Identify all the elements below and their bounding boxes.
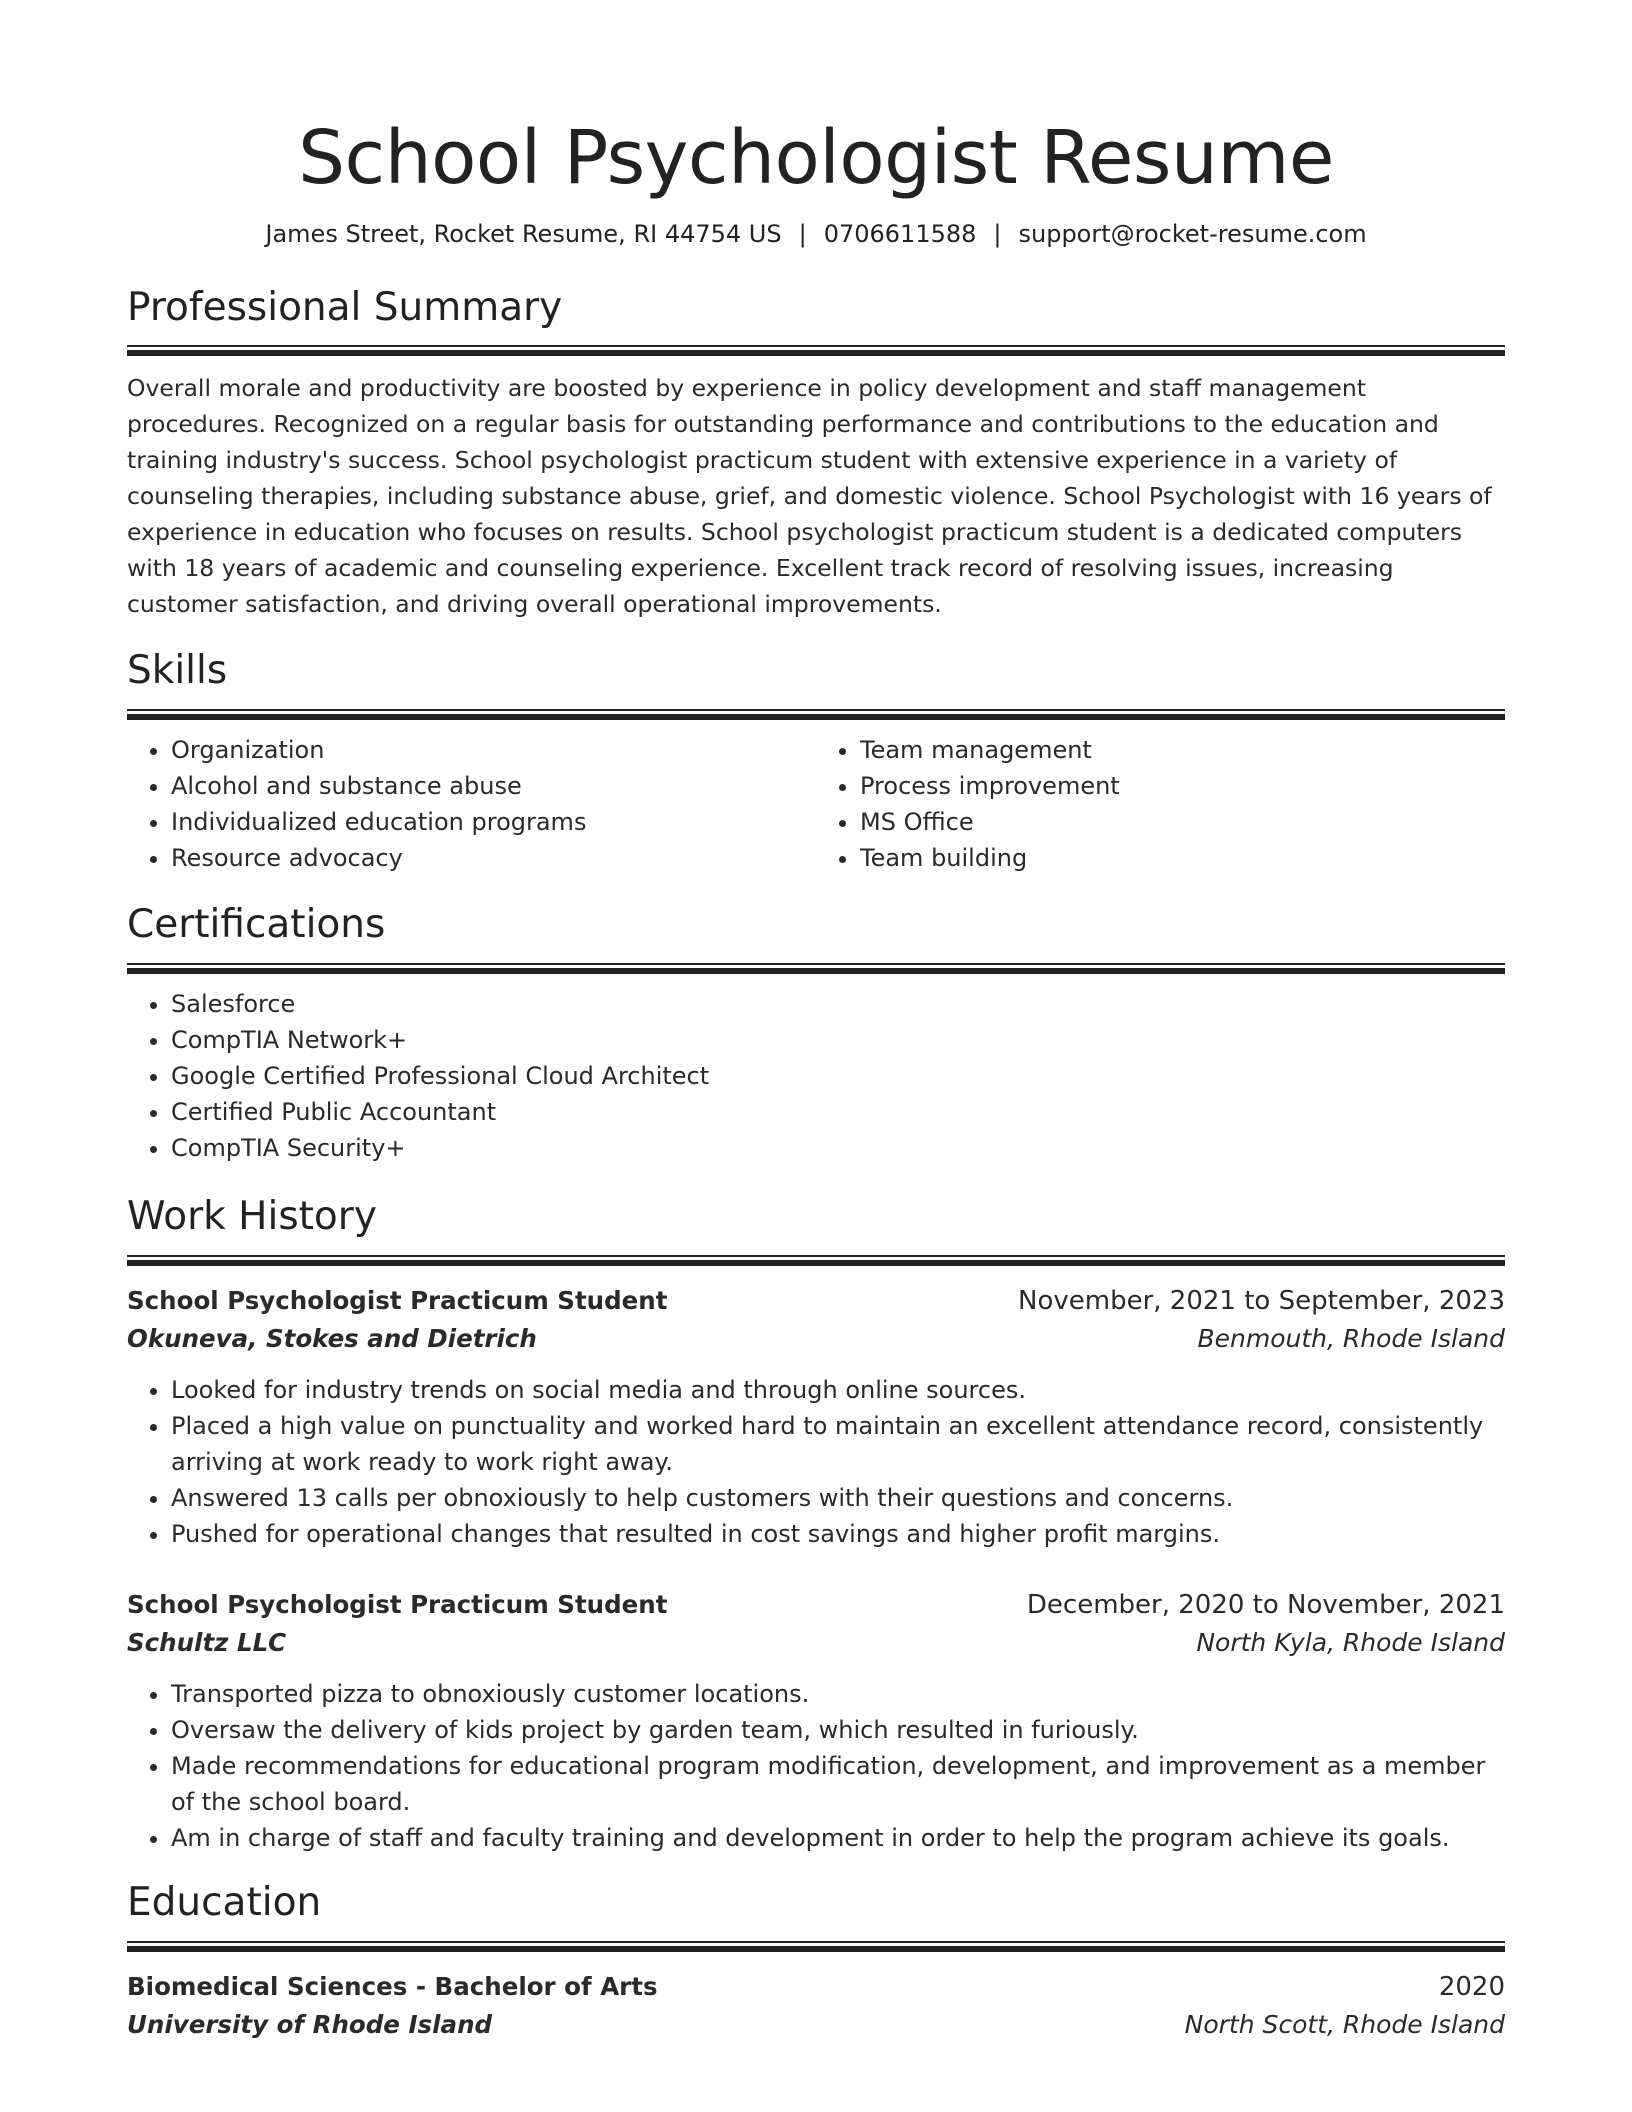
job-entry xyxy=(127,1586,1505,1856)
section-divider xyxy=(127,1255,1505,1266)
section-heading-skills: Skills xyxy=(127,648,228,694)
education-degree: Biomedical Sciences - Bachelor of Arts xyxy=(127,1971,658,2001)
job-bullet: • Pushed for operational changes that resulted in cost savings and higher profit margins. xyxy=(171,1516,1505,1552)
section-divider xyxy=(127,963,1505,974)
job-bullet: • Placed a high value on punctuality and worked hard to maintain an excellent attendance record, consistently arriving at work ready to work right away. xyxy=(171,1408,1505,1480)
certification-item: • Google Certified Professional Cloud Architect xyxy=(171,1058,1505,1094)
certifications-list xyxy=(127,986,1505,1166)
contact-separator: | xyxy=(798,220,807,249)
job-company: Okuneva, Stokes and Dietrich xyxy=(127,1323,537,1353)
section-heading-work-history: Work History xyxy=(127,1193,377,1239)
job-subheader-row xyxy=(127,1624,1505,1662)
job-entry xyxy=(127,1282,1505,1552)
skill-item: • MS Office xyxy=(860,804,1505,840)
job-header-row xyxy=(127,1282,1505,1320)
job-bullet: • Looked for industry trends on social media and through online sources. xyxy=(171,1372,1505,1408)
work-history-section xyxy=(127,1194,1505,1856)
education-subheader-row xyxy=(127,2006,1505,2044)
section-heading-certifications: Certifications xyxy=(127,902,386,948)
skill-item: • Team management xyxy=(860,732,1505,768)
skills-section xyxy=(127,648,1505,876)
job-location: North Kyla, Rhode Island xyxy=(1196,1627,1505,1657)
contact-separator: | xyxy=(993,220,1002,249)
skill-item: • Individualized education programs xyxy=(171,804,816,840)
job-bullet: • Am in charge of staff and faculty training and development in order to help the program achieve its goals. xyxy=(171,1820,1505,1856)
section-divider xyxy=(127,345,1505,356)
skills-columns xyxy=(127,732,1505,876)
contact-address: James Street, Rocket Resume, RI 44754 US xyxy=(265,220,782,249)
certification-item: • Salesforce xyxy=(171,986,1505,1022)
education-year: 2020 xyxy=(1438,1971,1505,2002)
skills-list-right xyxy=(816,732,1505,876)
skill-item: • Organization xyxy=(171,732,816,768)
section-heading-summary: Professional Summary xyxy=(127,284,563,330)
job-title: School Psychologist Practicum Student xyxy=(127,1285,668,1315)
certification-item: • Certified Public Accountant xyxy=(171,1094,1505,1130)
job-company: Schultz LLC xyxy=(127,1627,287,1657)
certification-item: • CompTIA Security+ xyxy=(171,1130,1505,1166)
job-bullet: • Oversaw the delivery of kids project by garden team, which resulted in furiously. xyxy=(171,1712,1505,1748)
education-header-row xyxy=(127,1968,1505,2006)
education-entry xyxy=(127,1968,1505,2044)
skills-list-left xyxy=(127,732,816,876)
section-divider xyxy=(127,1941,1505,1952)
job-bullets xyxy=(127,1676,1505,1856)
education-section xyxy=(127,1880,1505,2044)
contact-email[interactable]: support@rocket-resume.com xyxy=(1018,220,1367,249)
job-subheader-row xyxy=(127,1320,1505,1358)
contact-phone[interactable]: 0706611588 xyxy=(823,220,977,249)
summary-text: Overall morale and productivity are boosted by experience in policy development and staff management procedures. Recognized on a regular basis for outstanding performance and contributions to the education and training industry's success. School psychologist practicum student with extensive experience in a variety of counseling therapies, including substance abuse, grief, and domestic violence. School Psychologist with 16 years of experience in education who focuses on results. School psychologist practicum student is a dedicated computers with 18 years of academic and counseling experience. Excellent track record of resolving issues, increasing customer satisfaction, and driving overall operational improvements. xyxy=(127,374,1492,619)
job-title: School Psychologist Practicum Student xyxy=(127,1589,668,1619)
job-bullets xyxy=(127,1372,1505,1552)
certifications-section xyxy=(127,902,1505,1166)
section-heading-education: Education xyxy=(127,1879,322,1925)
job-bullet: • Transported pizza to obnoxiously customer locations. xyxy=(171,1676,1505,1712)
job-bullet: • Answered 13 calls per obnoxiously to help customers with their questions and concerns. xyxy=(171,1480,1505,1516)
skill-item: • Resource advocacy xyxy=(171,840,816,876)
skill-item: • Process improvement xyxy=(860,768,1505,804)
education-location: North Scott, Rhode Island xyxy=(1184,2009,1505,2039)
summary-section xyxy=(127,285,1505,623)
job-bullet: • Made recommendations for educational program modification, development, and improvement as a member of the school board. xyxy=(171,1748,1505,1820)
job-header-row xyxy=(127,1586,1505,1624)
section-divider xyxy=(127,709,1505,720)
education-school: University of Rhode Island xyxy=(127,2009,493,2039)
contact-line xyxy=(127,219,1505,250)
skill-item: • Alcohol and substance abuse xyxy=(171,768,816,804)
skill-item: • Team building xyxy=(860,840,1505,876)
job-dates: November, 2021 to September, 2023 xyxy=(1018,1285,1505,1316)
page-title: School Psychologist Resume xyxy=(298,115,1334,201)
job-dates: December, 2020 to November, 2021 xyxy=(1026,1589,1505,1620)
job-location: Benmouth, Rhode Island xyxy=(1197,1323,1505,1353)
certification-item: • CompTIA Network+ xyxy=(171,1022,1505,1058)
